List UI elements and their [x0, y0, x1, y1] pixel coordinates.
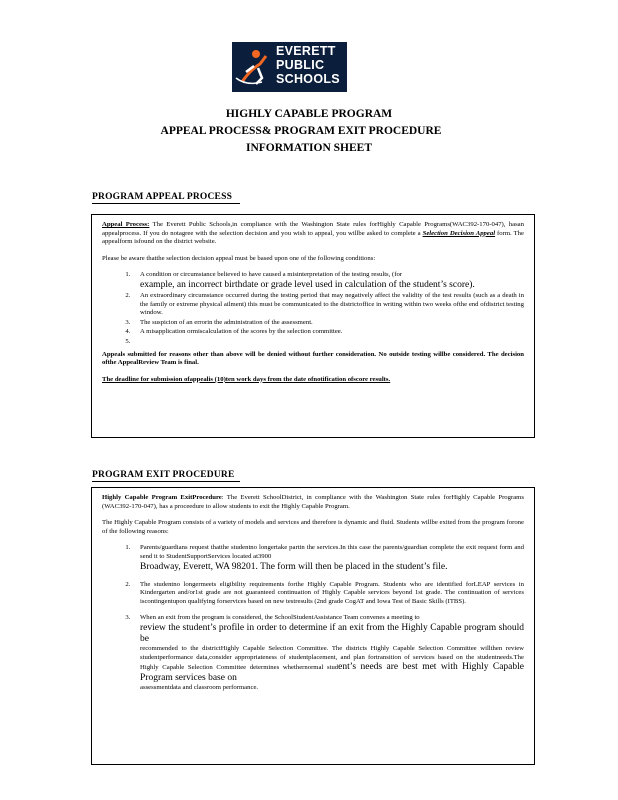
list-item — [132, 338, 524, 347]
list-item: 3. When an exit from the program is considered, the SchoolStudentAssistance Team convenes a meeting to review the student’s profile in order to determine if an exit from the Highly Capable program should be recommended to the districtHighly Capable Selection Committee. The districts Highly Capable Selection Committee willthen review studentperformance data,consider appropriateness of studentplacement, and plan fortransition of services based on the studentneeds.The Highly Capable Selection Committee determines whethernormal student’s needs are best met with Highly Capable Program services base on assessmentdata and classroom performance. — [132, 614, 524, 692]
appeal-deadline: The deadline for submission ofappealis (10)ten work days from the date ofnotification ofscore results. — [102, 375, 391, 383]
appeal-intro-label: Appeal Process: — [102, 221, 150, 228]
running-figure-logo-icon — [232, 42, 278, 92]
logo-line-3: SCHOOLS — [276, 72, 340, 86]
list-item: 2. The studentno longermeets eligibility requirements forthe Highly Capable Program. Students who are identified forLEAP services in Kindergarten and/or1st grade are not guaranteed continuation of Highly Capable services beyond 1st grade. The continuation of services iscontingentupon qualifying forservices based on new testresults (2nd grade CogAT and Iowa Test of Basic Skills (ITBS). — [132, 581, 524, 607]
exit-intro — [102, 494, 524, 511]
logo-line-1: EVERETT — [276, 44, 336, 58]
appeal-closing: Appeals submitted for reasons other than above will be denied without further consideration. No outside testing willbe considered. The decision ofthe AppealReview Team is final. — [102, 350, 524, 367]
title-line-2: APPEAL PROCESS& PROGRAM EXIT PROCEDURE — [160, 125, 442, 137]
logo-line-2: PUBLIC — [276, 58, 325, 72]
appeal-intro-text: The Everett Public Schools,in compliance with the Washington State rules forHighly Capable Programs(WAC392-170-047), hasan appealprocess. If you do notagree with the selection decision and you wish to appeal, you willbe asked to complete a — [102, 221, 524, 237]
list-item: 3. The suspicion of an errorin the administration of the assessment. — [132, 319, 524, 328]
appeal-box — [91, 214, 535, 438]
exit-section-heading: PROGRAM EXIT PROCEDURE — [92, 470, 240, 482]
appeal-form-name: Selection Decision Appeal — [422, 229, 496, 237]
logo-text — [276, 44, 340, 86]
exit-intro-label: Highly Capable Program ExitProcedure — [102, 494, 222, 501]
exit-box — [91, 487, 535, 765]
district-logo — [232, 42, 347, 92]
exit-consists: The Highly Capable Program consists of a variety of models and services and therefore is dynamic and fluid. Students willbe exited from the program forone of the following reasons: — [102, 519, 524, 535]
title-line-3: INFORMATION SHEET — [246, 142, 372, 154]
appeal-intro-tail: form. The appealform isfound on the district website. — [102, 229, 524, 246]
list-item: 1. Parents/guardians request thatthe studentno longertake partin the services.In this case the parents/guardian complete the exit request form and send it to StudentSupportServices located at3900 Broadway, Everett, WA 98201. The form will then be placed in the student’s file. — [132, 544, 524, 572]
exit-reasons-list — [132, 544, 524, 692]
appeal-conditions-intro: Please be aware thatthe selection decision appeal must be based upon one of the following conditions: — [102, 254, 376, 262]
list-item: 4. A misapplication ormiscalculation of the scores by the selection committee. — [132, 328, 524, 337]
exit-intro-text: : The Everett SchoolDistrict, in compliance with the Washington State rules forHighly Capable Programs (WAC392-170-047), has a proceedure to allow students to exit the Highly Capable Program. — [102, 494, 524, 510]
title-line-1: HIGHLY CAPABLE PROGRAM — [225, 108, 393, 120]
list-item: 2. An extraordinary circumstance occurred during the testing period that may negatively affect the validity of the test results (such as a death in the family or extreme physical ailment) this must be communicated to the districtoffice in writing within two weeks ofthe end ofdistrict testing window. — [132, 292, 524, 318]
list-item: 1. A condition or circumstance believed to have caused a misinterpretation of the testing results, (for example, an incorrect birthdate or grade level used in calculation of the student’s score). — [132, 271, 524, 291]
appeal-conditions-list — [132, 271, 524, 346]
appeal-section-heading: PROGRAM APPEAL PROCESS — [92, 192, 240, 204]
appeal-intro — [102, 221, 524, 247]
